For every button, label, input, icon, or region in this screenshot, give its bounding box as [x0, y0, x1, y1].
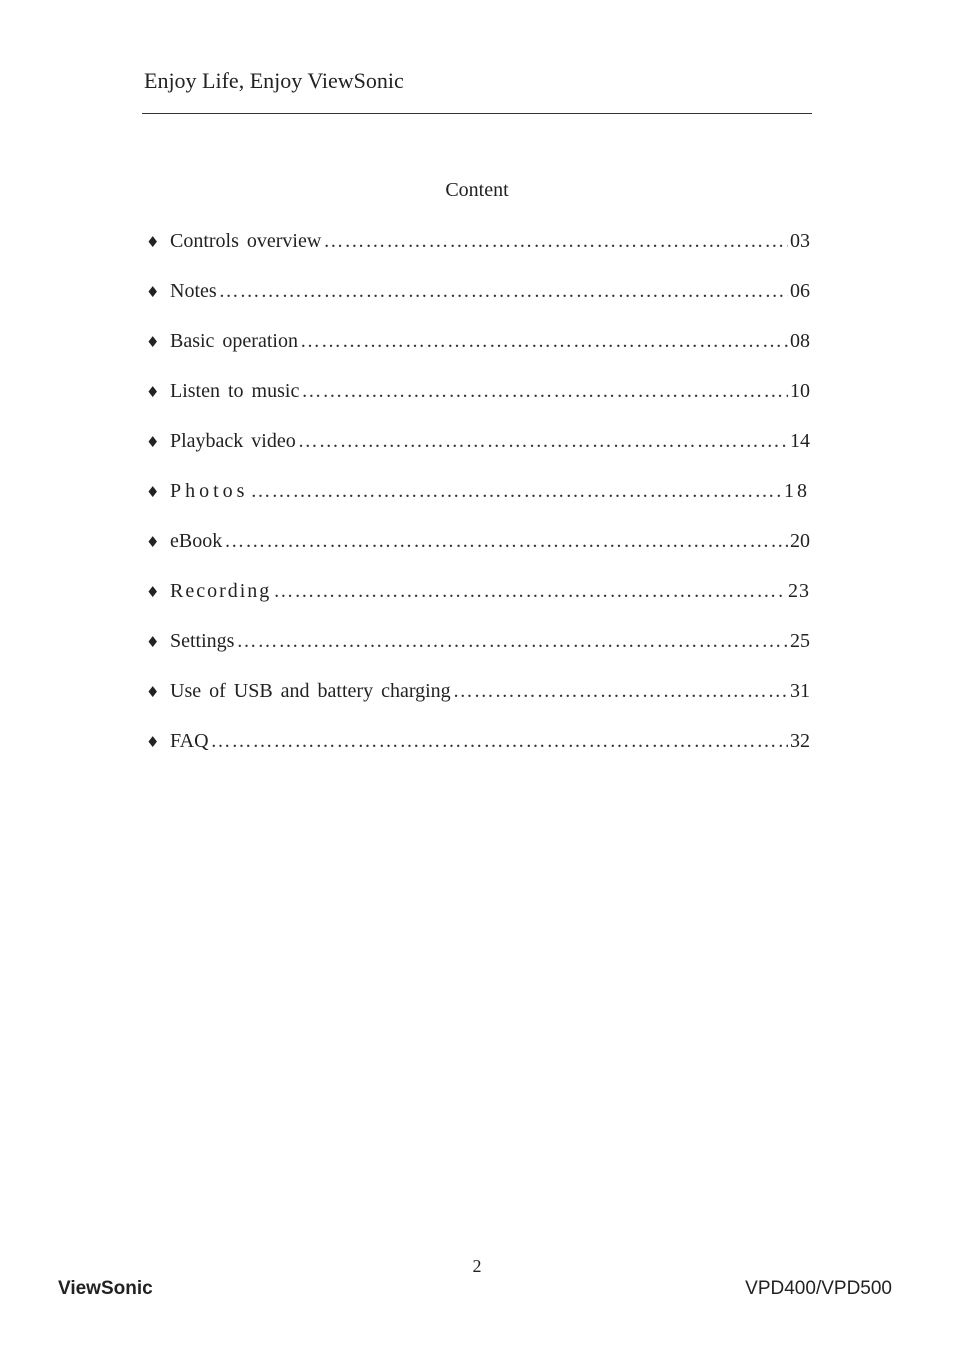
toc-entry-page: 25 — [790, 630, 810, 652]
toc-entry-page: 18 — [784, 480, 810, 502]
dot-leader — [219, 276, 788, 306]
diamond-bullet-icon: ♦ — [146, 583, 160, 601]
dot-leader — [211, 726, 788, 756]
toc-entry-label: Basic operation — [170, 330, 298, 352]
dot-leader — [273, 576, 786, 606]
toc-entry-listen-to-music[interactable] — [146, 376, 810, 426]
toc-entry-basic-operation[interactable] — [146, 326, 810, 376]
dot-leader — [300, 326, 788, 356]
dot-leader — [301, 376, 788, 406]
toc-entry-ebook[interactable] — [146, 526, 810, 576]
diamond-bullet-icon: ♦ — [146, 333, 160, 351]
dot-leader — [453, 676, 788, 706]
toc-entry-label: Playback video — [170, 430, 296, 452]
toc-entry-photos[interactable] — [146, 476, 810, 526]
dot-leader — [224, 526, 788, 556]
document-header-title: Enjoy Life, Enjoy ViewSonic — [144, 68, 404, 93]
toc-entry-page: 06 — [790, 280, 810, 302]
footer-model-number: VPD400/VPD500 — [745, 1278, 892, 1299]
dot-leader — [236, 626, 788, 656]
toc-entry-label: Notes — [170, 280, 217, 302]
dot-leader — [298, 426, 788, 456]
toc-entry-usb-battery-charging[interactable] — [146, 676, 810, 726]
toc-entry-label: Photos — [170, 480, 249, 502]
toc-heading: Content — [445, 179, 509, 201]
toc-entry-recording[interactable] — [146, 576, 810, 626]
toc-entry-controls-overview[interactable] — [146, 226, 810, 276]
toc-entry-page: 10 — [790, 380, 810, 402]
toc-entry-page: 03 — [790, 230, 810, 252]
header-divider — [142, 113, 812, 114]
diamond-bullet-icon: ♦ — [146, 383, 160, 401]
toc-entry-label: eBook — [170, 530, 223, 552]
toc-entry-label: Settings — [170, 630, 235, 652]
dot-leader — [250, 476, 782, 506]
toc-entry-label: Controls overview — [170, 230, 322, 252]
toc-entry-page: 20 — [790, 530, 810, 552]
toc-entry-page: 08 — [790, 330, 810, 352]
page-number: 2 — [472, 1256, 482, 1276]
toc-entry-label: Recording — [170, 580, 272, 602]
diamond-bullet-icon: ♦ — [146, 283, 160, 301]
table-of-contents — [146, 226, 810, 776]
toc-entry-settings[interactable] — [146, 626, 810, 676]
toc-entry-label: FAQ — [170, 730, 209, 752]
toc-entry-notes[interactable] — [146, 276, 810, 326]
diamond-bullet-icon: ♦ — [146, 483, 160, 501]
footer-brand-logo: ViewSonic — [58, 1278, 153, 1299]
diamond-bullet-icon: ♦ — [146, 733, 160, 751]
toc-entry-label: Use of USB and battery charging — [170, 680, 451, 702]
diamond-bullet-icon: ♦ — [146, 533, 160, 551]
diamond-bullet-icon: ♦ — [146, 683, 160, 701]
toc-entry-playback-video[interactable] — [146, 426, 810, 476]
toc-entry-page: 31 — [790, 680, 810, 702]
toc-entry-page: 14 — [790, 430, 810, 452]
diamond-bullet-icon: ♦ — [146, 233, 160, 251]
toc-entry-page: 23 — [788, 580, 810, 602]
diamond-bullet-icon: ♦ — [146, 633, 160, 651]
toc-entry-page: 32 — [790, 730, 810, 752]
diamond-bullet-icon: ♦ — [146, 433, 160, 451]
toc-entry-label: Listen to music — [170, 380, 300, 402]
dot-leader — [323, 226, 788, 256]
toc-entry-faq[interactable] — [146, 726, 810, 776]
